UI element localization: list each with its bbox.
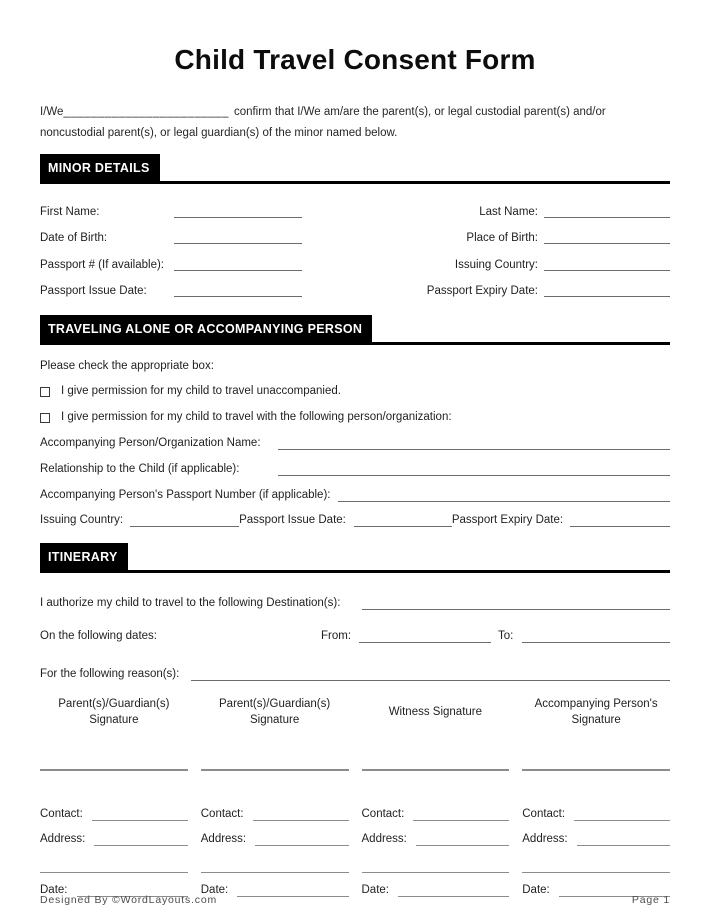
intro-paragraph xyxy=(40,102,670,144)
page-number: Page 1 xyxy=(631,894,670,906)
accompanying-passport-label: Accompanying Person's Passport Number (if applicable): xyxy=(40,489,331,501)
contact-field-line[interactable] xyxy=(413,820,509,821)
contact-row xyxy=(201,807,349,822)
passport-number-label: Passport # (If available): xyxy=(40,258,165,271)
passport-expiry-date-field-line[interactable] xyxy=(544,296,670,297)
section-title-itinerary: ITINERARY xyxy=(40,543,128,570)
signature-title: Parent(s)/Guardian(s) Signature xyxy=(58,698,170,726)
address-label: Address: xyxy=(361,833,407,845)
reason-row xyxy=(40,667,670,682)
signature-line[interactable] xyxy=(201,769,349,771)
address-continuation-line[interactable] xyxy=(40,872,188,873)
from-date-field-line[interactable] xyxy=(359,642,491,643)
accompanying-passport-row xyxy=(40,488,670,503)
date-of-birth-field-line[interactable] xyxy=(174,243,302,244)
signature-column-parent-1 xyxy=(40,693,188,898)
relationship-row xyxy=(40,462,670,477)
signature-title: Witness Signature xyxy=(388,706,483,718)
address-continuation-line[interactable] xyxy=(201,872,349,873)
passport-issue-date-label: Passport Issue Date: xyxy=(40,285,147,297)
section-header-traveling xyxy=(40,315,670,345)
contact-label: Contact: xyxy=(361,808,405,820)
section-title-traveling: TRAVELING ALONE OR ACCOMPANYING PERSON xyxy=(40,315,372,342)
section-header-itinerary xyxy=(40,543,670,573)
accompanying-passport-field-line[interactable] xyxy=(338,501,670,502)
address-field-line[interactable] xyxy=(94,845,187,846)
signature-column-parent-2 xyxy=(201,693,349,898)
signature-column-witness xyxy=(362,693,510,898)
address-label: Address: xyxy=(522,833,568,845)
date-label: Date: xyxy=(200,884,229,896)
address-label: Address: xyxy=(200,833,247,845)
checkbox-accompanied-icon[interactable] xyxy=(40,413,50,423)
signature-line[interactable] xyxy=(40,769,188,771)
last-name-field-line[interactable] xyxy=(544,217,670,218)
accompanying-name-row xyxy=(40,436,670,451)
passport-issue-date-field-line[interactable] xyxy=(174,296,302,297)
option-travel-accompanied[interactable] xyxy=(40,410,670,425)
date-label: Date: xyxy=(361,884,389,896)
contact-row xyxy=(522,807,670,822)
intro-prefix: I/We xyxy=(40,106,64,118)
issuing-country-field-line[interactable] xyxy=(544,270,670,271)
option-accompanied-label: I give permission for my child to travel with the following person/organization: xyxy=(61,411,452,423)
checkbox-unaccompanied-icon[interactable] xyxy=(40,387,50,397)
signature-block xyxy=(40,693,670,898)
section-header-minor-details xyxy=(40,154,670,184)
accompanying-name-field-line[interactable] xyxy=(278,449,670,450)
destination-row xyxy=(40,596,670,611)
accompanying-expiry-date-label: Passport Expiry Date: xyxy=(451,514,564,526)
accompanying-issuing-country-label: Issuing Country: xyxy=(40,514,124,526)
minor-details-row xyxy=(40,273,670,300)
address-field-line[interactable] xyxy=(416,845,509,846)
address-field-line[interactable] xyxy=(577,845,670,846)
minor-details-row xyxy=(40,193,670,220)
address-row xyxy=(522,832,670,847)
contact-field-line[interactable] xyxy=(253,820,349,821)
section-title-minor-details: MINOR DETAILS xyxy=(40,154,160,181)
passport-number-field-line[interactable] xyxy=(174,270,302,271)
declarant-name-blank[interactable]: ________________________ xyxy=(63,106,229,118)
contact-label: Contact: xyxy=(200,808,244,820)
date-label: Date: xyxy=(40,884,68,896)
accompanying-expiry-date-field-line[interactable] xyxy=(570,526,670,527)
contact-field-line[interactable] xyxy=(92,820,188,821)
minor-details-row xyxy=(40,246,670,273)
address-continuation-line[interactable] xyxy=(522,872,670,873)
checkbox-instruction: Please check the appropriate box: xyxy=(40,360,214,372)
signature-column-accompanying xyxy=(522,693,670,898)
contact-label: Contact: xyxy=(40,808,83,820)
contact-field-line[interactable] xyxy=(574,820,670,821)
contact-row xyxy=(362,807,510,822)
to-date-field-line[interactable] xyxy=(522,642,670,643)
accompanying-issue-date-label: Passport Issue Date: xyxy=(239,514,346,526)
first-name-field-line[interactable] xyxy=(174,217,302,218)
minor-details-row xyxy=(40,220,670,247)
address-row xyxy=(40,832,188,847)
page-footer xyxy=(40,894,670,906)
signature-line[interactable] xyxy=(522,769,670,771)
date-label: Date: xyxy=(522,884,550,896)
last-name-label: Last Name: xyxy=(479,205,538,218)
accompanying-name-label: Accompanying Person/Organization Name: xyxy=(40,437,261,449)
from-label: From: xyxy=(321,630,352,642)
relationship-field-line[interactable] xyxy=(278,475,670,476)
destination-field-line[interactable] xyxy=(362,609,670,610)
address-field-line[interactable] xyxy=(255,845,348,846)
accompanying-passport-details-row xyxy=(40,513,670,528)
place-of-birth-field-line[interactable] xyxy=(544,243,670,244)
address-label: Address: xyxy=(40,833,86,845)
accompanying-issue-date-field-line[interactable] xyxy=(354,526,452,527)
first-name-label: First Name: xyxy=(40,205,100,218)
address-continuation-line[interactable] xyxy=(362,872,510,873)
intro-body: confirm that I/We am/are the parent(s), or legal custodial parent(s) and/or noncustodial parent(s), or legal guardian(s) of the minor named below. xyxy=(40,106,606,139)
place-of-birth-label: Place of Birth: xyxy=(466,232,538,244)
accompanying-issuing-country-field-line[interactable] xyxy=(130,526,239,527)
contact-row xyxy=(40,807,188,822)
minor-details-fields xyxy=(40,193,670,299)
relationship-label: Relationship to the Child (if applicable): xyxy=(40,463,240,475)
to-label: To: xyxy=(498,630,514,642)
reason-field-line[interactable] xyxy=(191,680,670,681)
issuing-country-label: Issuing Country: xyxy=(454,258,538,271)
dates-label: On the following dates: xyxy=(40,630,157,642)
date-of-birth-label: Date of Birth: xyxy=(40,232,108,244)
reason-label: For the following reason(s): xyxy=(40,668,180,680)
signature-line[interactable] xyxy=(362,769,510,771)
footer-credit: Designed By ©WordLayouts.com xyxy=(40,894,218,906)
option-unaccompanied-label: I give permission for my child to travel unaccompanied. xyxy=(61,385,341,397)
contact-label: Contact: xyxy=(522,808,566,820)
signature-title: Parent(s)/Guardian(s) Signature xyxy=(219,698,331,726)
address-row xyxy=(362,832,510,847)
address-row xyxy=(201,832,349,847)
option-travel-unaccompanied[interactable] xyxy=(40,384,670,399)
travel-dates-row xyxy=(40,629,670,644)
passport-expiry-date-label: Passport Expiry Date: xyxy=(426,285,538,297)
destination-label: I authorize my child to travel to the following Destination(s): xyxy=(40,597,341,609)
signature-title: Accompanying Person's Signature xyxy=(534,698,658,726)
form-title: Child Travel Consent Form xyxy=(174,44,536,75)
